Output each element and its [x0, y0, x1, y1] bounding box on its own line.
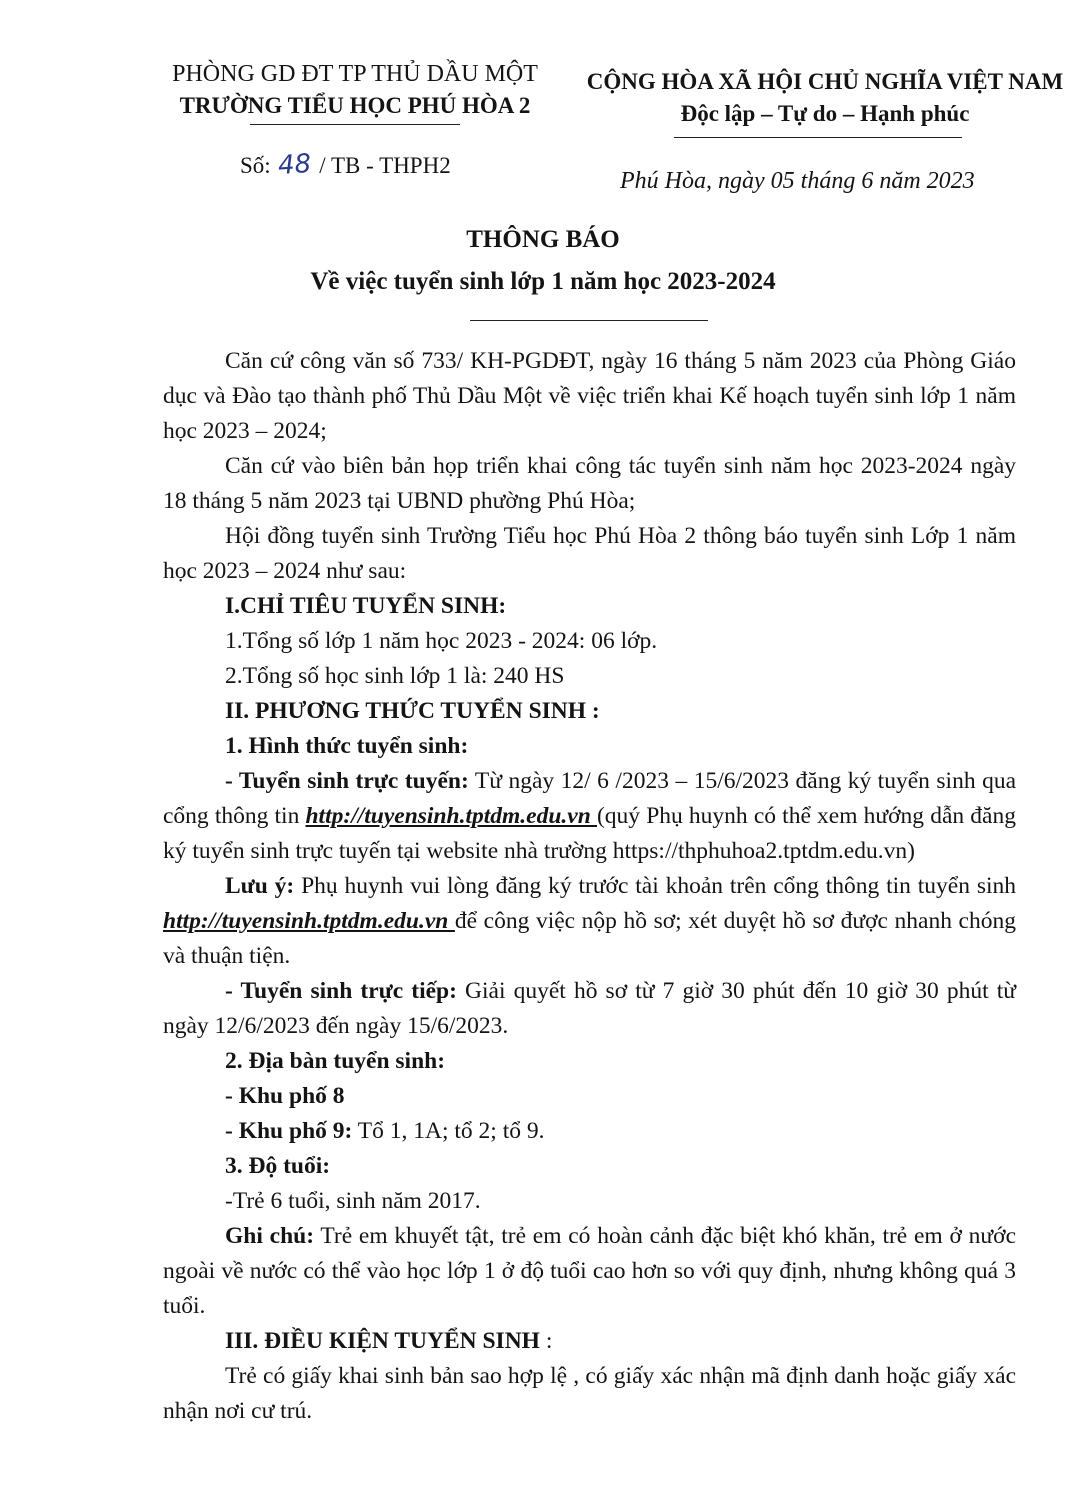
issuing-agency: PHÒNG GD ĐT TP THỦ DẦU MỘT	[172, 61, 538, 87]
online-enrollment-paragraph	[163, 764, 1016, 869]
place-date: Phú Hòa, ngày 05 tháng 6 năm 2023	[620, 168, 975, 194]
basis-paragraph-2: Căn cứ vào biên bản họp triển khai công tác tuyển sinh năm học 2023-2024 ngày 18 tháng 5 năm 2023 tại UBND phường Phú Hòa;	[163, 453, 1016, 514]
intro-paragraph: Hội đồng tuyển sinh Trường Tiểu học Phú Hòa 2 thông báo tuyển sinh Lớp 1 năm học 2023 – 2024 như sau:	[163, 523, 1016, 584]
section-2-heading: II. PHƯƠNG THỨC TUYỂN SINH :	[225, 698, 600, 724]
doc-number-suffix: / TB - THPH2	[319, 153, 451, 178]
section-3-heading: III. ĐIỀU KIỆN TUYỂN SINH	[225, 1328, 540, 1354]
conditions-paragraph: Trẻ có giấy khai sinh bản sao hợp lệ , có giấy xác nhận mã định danh hoặc giấy xác nhận nơi cư trú.	[163, 1363, 1016, 1424]
document-subtitle: Về việc tuyển sinh lớp 1 năm học 2023-2024	[310, 268, 776, 295]
direct-text: Giải quyết hồ sơ từ 7 giờ 30 phút đến 10 giờ 30 phút từ ngày 12/6/2023 đến ngày 15/6/2023.	[163, 978, 1016, 1039]
basis-paragraph-1: Căn cứ công văn số 733/ KH-PGDĐT, ngày 16 tháng 5 năm 2023 của Phòng Giáo dục và Đào tạo thành phố Thủ Dầu Một về việc triển khai Kế hoạch tuyển sinh lớp 1 năm học 2023 – 2024;	[163, 348, 1016, 444]
note-text-2: để công việc nộp hồ sơ; xét duyệt hồ sơ được nhanh chóng và thuận tiện.	[163, 908, 1016, 969]
section-2-sub-3: 3. Độ tuổi:	[225, 1153, 331, 1179]
enrollment-portal-link-2[interactable]: http://tuyensinh.tptdm.edu.vn	[163, 908, 455, 934]
section-2-sub-2: 2. Địa bàn tuyển sinh:	[225, 1048, 446, 1074]
area-1: - Khu phố 8	[225, 1083, 345, 1109]
note-paragraph	[163, 869, 1016, 974]
age-requirement: -Trẻ 6 tuổi, sinh năm 2017.	[225, 1188, 481, 1214]
national-header	[580, 66, 1070, 130]
issuer-block	[150, 58, 560, 122]
area-2	[163, 1114, 1016, 1149]
document-title: THÔNG BÁO	[466, 226, 620, 253]
document-number	[240, 150, 451, 180]
online-text-2: (quý Phụ huynh có thể xem hướng dẫn đăng ký tuyển sinh trực tuyến tại website nhà trường https://thphuhoa2.tptdm.edu.vn)	[163, 803, 1016, 864]
handwritten-number: 48	[277, 148, 313, 182]
section-1-heading: I.CHỈ TIÊU TUYỂN SINH:	[225, 593, 507, 619]
title-underline	[470, 320, 708, 321]
section-3-heading-suffix: :	[539, 1328, 553, 1354]
quota-classes: 1.Tổng số lớp 1 năm học 2023 - 2024: 06 lớp.	[225, 628, 658, 654]
national-motto: Độc lập – Tự do – Hạnh phúc	[680, 101, 970, 126]
enrollment-portal-link[interactable]: http://tuyensinh.tptdm.edu.vn	[305, 803, 597, 829]
section-3-heading-line	[163, 1324, 1016, 1359]
area-2-label: - Khu phố 9:	[225, 1118, 353, 1144]
section-2-sub-1: 1. Hình thức tuyển sinh:	[225, 733, 469, 759]
school-underline	[250, 124, 460, 125]
area-2-text: Tổ 1, 1A; tổ 2; tổ 9.	[352, 1118, 545, 1144]
online-label: - Tuyển sinh trực tuyến:	[225, 768, 469, 794]
school-name: TRƯỜNG TIỂU HỌC PHÚ HÒA 2	[179, 93, 531, 118]
remark-paragraph	[163, 1219, 1016, 1324]
remark-text: Trẻ em khuyết tật, trẻ em có hoàn cảnh đặc biệt khó khăn, trẻ em ở nước ngoài về nước có thể vào học lớp 1 ở độ tuổi cao hơn so với quy định, nhưng không quá 3 tuổi.	[163, 1223, 1017, 1319]
online-text-1: Từ ngày 12/ 6 /2023 – 15/6/2023 đăng ký tuyển sinh qua cổng thông tin	[163, 768, 1016, 829]
remark-label: Ghi chú:	[225, 1223, 315, 1249]
document-body	[163, 344, 1016, 1429]
note-text-1: Phụ huynh vui lòng đăng ký trước tài khoản trên cổng thông tin tuyển sinh	[294, 873, 1016, 899]
direct-enrollment-paragraph	[163, 974, 1016, 1044]
direct-label: - Tuyển sinh trực tiếp:	[225, 978, 457, 1004]
country-name: CỘNG HÒA XÃ HỘI CHỦ NGHĨA VIỆT NAM	[586, 69, 1064, 94]
quota-students: 2.Tổng số học sinh lớp 1 là: 240 HS	[225, 663, 565, 689]
note-label: Lưu ý:	[225, 873, 295, 899]
doc-number-prefix: Số:	[240, 153, 271, 178]
motto-underline	[674, 137, 962, 138]
